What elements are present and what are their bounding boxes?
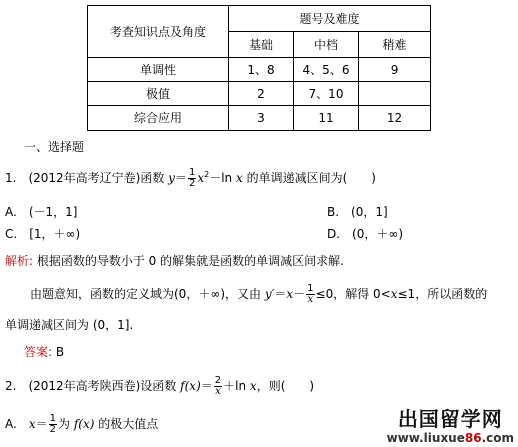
table-row (88, 82, 431, 106)
table-cell-hard: 9 (359, 58, 431, 82)
q2-option-a (5, 414, 158, 435)
table-level-medium: 中档 (294, 32, 359, 58)
table-cell-name: 极值 (88, 82, 229, 106)
q1-solution-line-1 (30, 284, 487, 305)
sol-after: ≤0，解得 0< (315, 287, 391, 301)
watermark-url-b: 86 (464, 431, 482, 445)
q1-solution-line-2: 单调递减区间为 (0，1]. (5, 318, 134, 332)
sol-eq: ＝ (274, 287, 287, 301)
table-cell-medium: 11 (294, 106, 359, 131)
analysis-label: 解析: (5, 254, 34, 268)
q2-opt-a-for: 为 (58, 417, 74, 431)
table-cell-hard (359, 82, 431, 106)
sol-x2: x (390, 287, 398, 301)
q1-square: 2 (204, 170, 210, 179)
q2-opt-a-before: A. (5, 417, 29, 431)
q2-plus-ln: ＋ln (223, 379, 250, 393)
q2-stem-after: ，则( ) (256, 379, 315, 393)
q1-option-b: B. (0，1] (327, 205, 388, 219)
table-level-basic: 基础 (229, 32, 294, 58)
q1-x: x (197, 171, 205, 185)
sol-x: x (286, 287, 294, 301)
q1-stem-after: 的单调递减区间为( ) (242, 171, 376, 185)
knowledge-table (87, 5, 431, 131)
q1-frac-den: 2 (188, 178, 196, 189)
q2-opt-a-fx: f(x) (73, 417, 95, 431)
q2-fx: f(x) (180, 379, 201, 393)
table-row (88, 58, 431, 82)
question-2-stem (5, 376, 314, 397)
q2-opt-a-after: 的极大值点 (94, 417, 159, 431)
sol-frac-num: 1 (307, 283, 314, 294)
q2-opt-a-num: 1 (49, 413, 56, 424)
q2-x: x (249, 379, 257, 393)
watermark-url (387, 431, 514, 445)
table-header-knowledge: 考查知识点及角度 (88, 6, 229, 58)
q1-option-d: D. (0，＋∞) (327, 227, 404, 241)
q1-x2: x (235, 171, 243, 185)
table-cell-hard: 12 (359, 106, 431, 131)
q2-frac-num: 2 (214, 375, 222, 386)
q2-eq: ＝ (200, 379, 213, 393)
table-cell-basic: 1、8 (229, 58, 294, 82)
table-row (88, 106, 431, 131)
q2-opt-a-fraction (49, 414, 57, 435)
sol-before: 由题意知，函数的定义域为(0，＋∞)，又由 (30, 287, 265, 301)
sol-fraction (306, 284, 314, 305)
table-header-difficulty: 题号及难度 (229, 6, 431, 32)
table-level-hard: 稍难 (359, 32, 431, 58)
sol-y-prime: y′ (264, 287, 275, 301)
table-cell-basic: 3 (229, 106, 294, 131)
question-1-stem (5, 168, 376, 189)
q2-opt-a-den: 2 (49, 424, 56, 435)
q1-frac-num: 1 (188, 167, 196, 178)
table-cell-basic: 2 (229, 82, 294, 106)
watermark-url-c: .com (481, 431, 514, 445)
table-cell-name: 综合应用 (88, 106, 229, 131)
q1-stem-before: 1. (2012年高考辽宁卷)函数 (5, 171, 169, 185)
q2-opt-a-eq: ＝ (35, 417, 48, 431)
sol-tail: ≤1，所以函数的 (397, 287, 488, 301)
q1-option-a: A. (－1，1] (5, 205, 78, 219)
watermark-cn: 出国留学网 (397, 407, 503, 431)
answer-value: B (52, 345, 65, 359)
q2-opt-a-x: x (28, 417, 36, 431)
q1-minus-ln: －ln (209, 171, 236, 185)
analysis-text: 根据函数的导数小于 0 的解集就是函数的单调减区间求解. (33, 254, 344, 268)
answer-label: 答案: (24, 345, 53, 359)
sol-minus: － (293, 287, 306, 301)
q2-stem-before: 2. (2012年高考陕西卷)设函数 (5, 379, 181, 393)
q1-y: y (168, 171, 175, 185)
watermark-logo (387, 407, 514, 445)
q1-fraction (188, 168, 196, 189)
watermark-url-a: www.liuxue (386, 431, 465, 445)
q2-frac-den: x (215, 386, 221, 397)
q1-option-c: C. [1，＋∞) (5, 227, 81, 241)
q1-answer (24, 344, 64, 360)
section-title: 一、选择题 (24, 140, 85, 154)
table-cell-medium: 4、5、6 (294, 58, 359, 82)
sol-frac-den: x (307, 294, 314, 305)
q2-fraction (214, 376, 222, 397)
table-cell-medium: 7、10 (294, 82, 359, 106)
q1-eq: ＝ (174, 171, 187, 185)
q1-analysis (5, 253, 344, 269)
table-cell-name: 单调性 (88, 58, 229, 82)
